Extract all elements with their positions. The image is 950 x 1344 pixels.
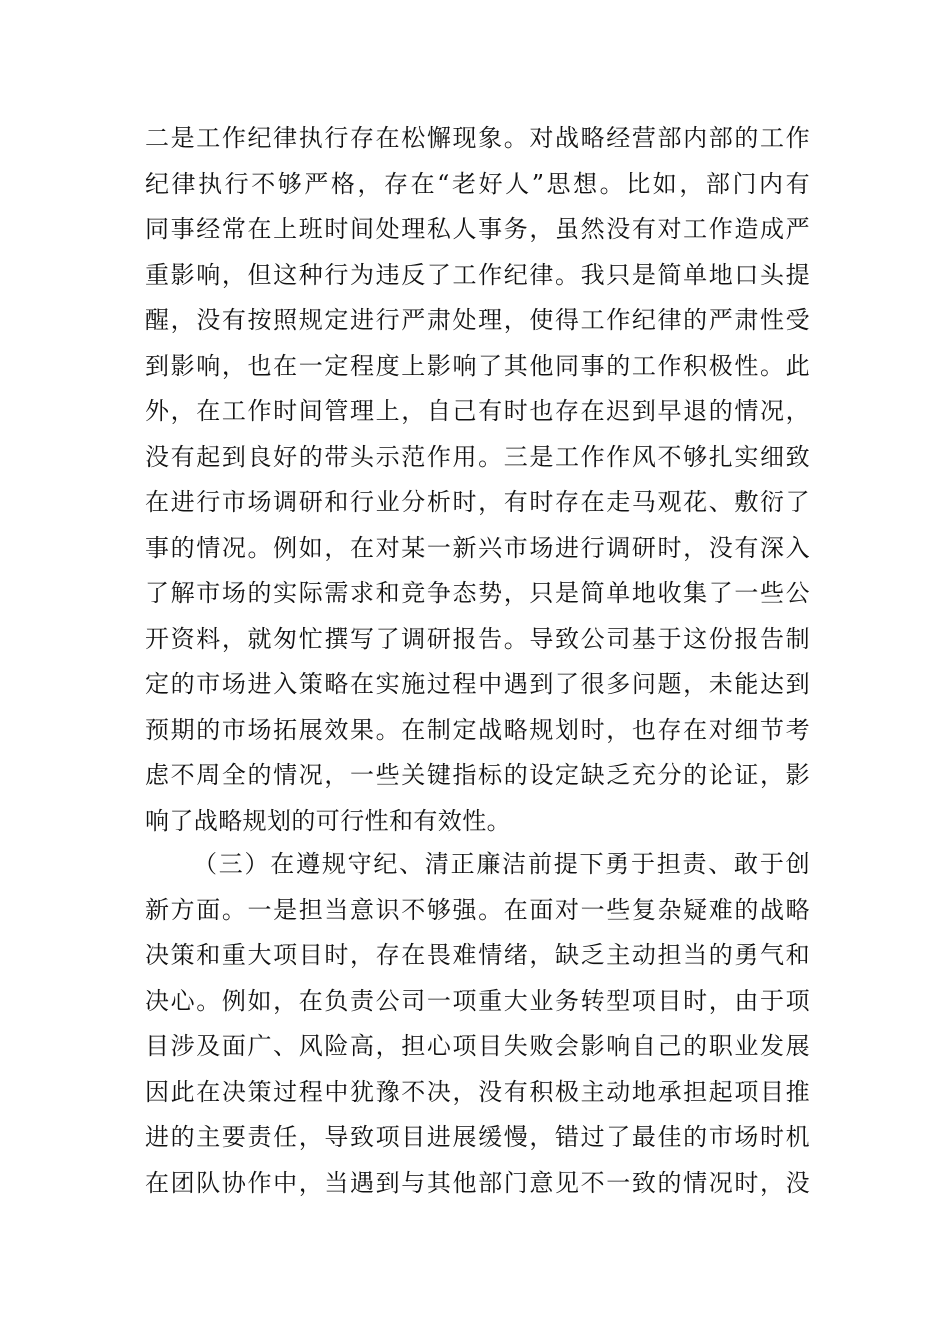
paragraph-responsibility-innovation [145,842,810,1206]
text-line: 目涉及面广、风险高，担心项目失败会影响自己的职业发展 [145,1032,810,1060]
text-line: 进的主要责任，导致项目进展缓慢，错过了最佳的市场时机 [145,1123,810,1151]
text-line: 事的情况。例如，在对某一新兴市场进行调研时，没有深入 [145,533,810,562]
text-line: 二是工作纪律执行存在松懈现象。对战略经营部内部的工作 [145,124,810,152]
text-line: 纪律执行不够严格，存在“老好人”思想。比如，部门内有 [145,169,810,198]
text-line: 决策和重大项目时，存在畏难情绪，缺乏主动担当的勇气和 [145,941,810,969]
text-line: 定的市场进入策略在实施过程中遇到了很多问题，未能达到 [145,670,810,698]
text-line: 醒，没有按照规定进行严肃处理，使得工作纪律的严肃性受 [145,306,810,334]
text-line: 响了战略规划的可行性和有效性。 [145,806,511,835]
text-line: 新方面。一是担当意识不够强。在面对一些复杂疑难的战略 [145,895,810,924]
text-line: 同事经常在上班时间处理私人事务，虽然没有对工作造成严 [145,215,810,243]
text-line: 开资料，就匆忙撰写了调研报告。导致公司基于这份报告制 [145,624,810,653]
text-line: 虑不周全的情况，一些关键指标的设定缺乏充分的论证，影 [145,761,810,789]
text-line: 在进行市场调研和行业分析时，有时存在走马观花、敷衍了 [145,488,810,516]
section-heading-line: （三）在遵规守纪、清正廉洁前提下勇于担责、敢于创 [193,850,810,878]
text-line: 到影响，也在一定程度上影响了其他同事的工作积极性。此 [145,351,810,380]
text-line: 了解市场的实际需求和竞争态势，只是简单地收集了一些公 [145,579,810,607]
text-line: 在团队协作中，当遇到与其他部门意见不一致的情况时，没 [145,1168,810,1197]
paragraph-work-discipline [145,116,810,844]
text-line: 预期的市场拓展效果。在制定战略规划时，也存在对细节考 [145,715,810,744]
text-line: 因此在决策过程中犹豫不决，没有积极主动地承担起项目推 [145,1077,810,1106]
text-line: 没有起到良好的带头示范作用。三是工作作风不够扎实细致 [145,442,810,471]
text-line: 外，在工作时间管理上，自己有时也存在迟到早退的情况， [145,397,810,425]
text-line: 决心。例如，在负责公司一项重大业务转型项目时，由于项 [145,986,810,1015]
text-line: 重影响，但这种行为违反了工作纪律。我只是简单地口头提 [145,260,810,289]
